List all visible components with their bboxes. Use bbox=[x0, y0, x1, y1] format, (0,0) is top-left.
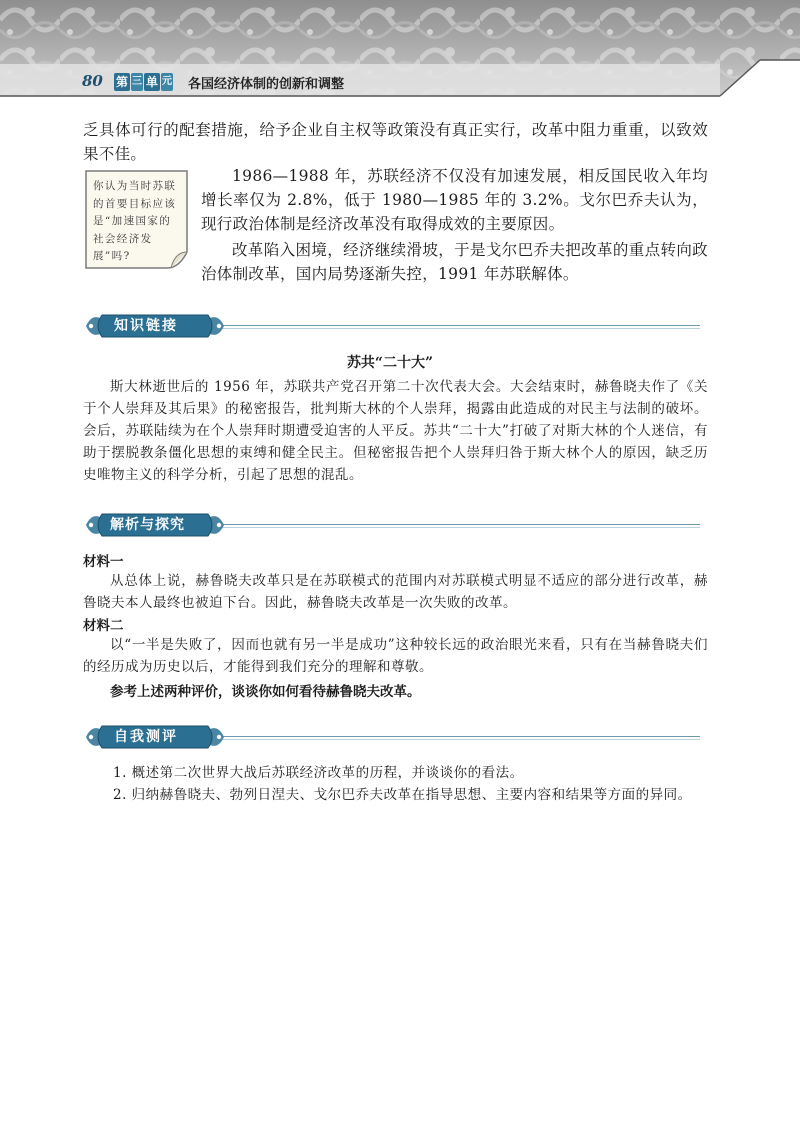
knowledge-link-body: 斯大林逝世后的 1956 年，苏联共产党召开第二十次代表大会。大会结束时，赫鲁晓夫作了《关于个人崇拜及其后果》的秘密报告，批判斯大林的个人崇拜，揭露由此造成的对民主与法制的破坏。会后，苏联陆续为在个人崇拜时期遭受迫害的人平反。苏共“二十大”打破了对斯大林的个人迷信，有助于摆脱教条僵化思想的束缚和健全民主。但秘密报告把个人崇拜归咎于斯大林个人的原因，缺乏历史唯物主义的科学分析，引起了思想的混乱。 bbox=[83, 379, 708, 483]
page-number: 80 bbox=[82, 72, 103, 90]
material-1-label: 材料一 bbox=[83, 554, 124, 570]
side-note bbox=[83, 168, 193, 272]
unit-title: 各国经济体制的创新和调整 bbox=[188, 77, 345, 92]
material-2-text: 以“一半是失败了，因而也就有另一半是成功”这种较长远的政治眼光来看，只有在当赫鲁晓夫们的经历成为历史以后，才能得到我们充分的理解和尊敬。 bbox=[83, 637, 708, 675]
section-label: 自我测评 bbox=[114, 729, 178, 745]
section-label: 知识链接 bbox=[114, 318, 178, 334]
side-note-text: 你认为当时苏联的首要目标应该是“加速国家的社会经济发展”吗? bbox=[93, 180, 177, 262]
unit-char: 三 bbox=[131, 73, 143, 91]
section-analysis bbox=[80, 508, 700, 542]
analysis-question: 参考上述两种评价，谈谈你如何看待赫鲁晓夫改革。 bbox=[110, 684, 421, 700]
unit-badge bbox=[114, 72, 173, 92]
self-test-item-2: 2. 归纳赫鲁晓夫、勃列日涅夫、戈尔巴乔夫改革在指导思想、主要内容和结果等方面的异同。 bbox=[113, 787, 692, 803]
section-knowledge-link bbox=[80, 309, 700, 343]
intro-paragraph-1: 乏具体可行的配套措施，给予企业自主权等政策没有真正实行，改革中阻力重重，以致效果不佳。 bbox=[83, 121, 708, 163]
section-self-test bbox=[80, 720, 700, 754]
knowledge-link-title: 苏共“二十大” bbox=[346, 355, 434, 371]
intro-paragraph-2: 1986—1988 年，苏联经济不仅没有加速发展，相反国民收入年均增长率仅为 2.8%，低于 1980—1985 年的 3.2%。戈尔巴乔夫认为，现行政治体制是经济改革没有取得成效的主要原因。 bbox=[201, 167, 708, 233]
material-1-text: 从总体上说，赫鲁晓夫改革只是在苏联模式的范围内对苏联模式明显不适应的部分进行改革，赫鲁晓夫本人最终也被迫下台。因此，赫鲁晓夫改革是一次失败的改革。 bbox=[83, 573, 708, 611]
material-2-label: 材料二 bbox=[83, 618, 124, 634]
self-test-item-1: 1. 概述第二次世界大战后苏联经济改革的历程，并谈谈你的看法。 bbox=[113, 765, 524, 781]
page-header bbox=[0, 0, 800, 100]
unit-char: 单 bbox=[145, 75, 158, 89]
unit-char: 元 bbox=[161, 73, 173, 91]
unit-char: 第 bbox=[115, 75, 128, 89]
section-label: 解析与探究 bbox=[110, 517, 185, 533]
intro-paragraph-3: 改革陷入困境，经济继续滑坡，于是戈尔巴乔夫把改革的重点转向政治体制改革，国内局势逐渐失控，1991 年苏联解体。 bbox=[201, 241, 708, 283]
